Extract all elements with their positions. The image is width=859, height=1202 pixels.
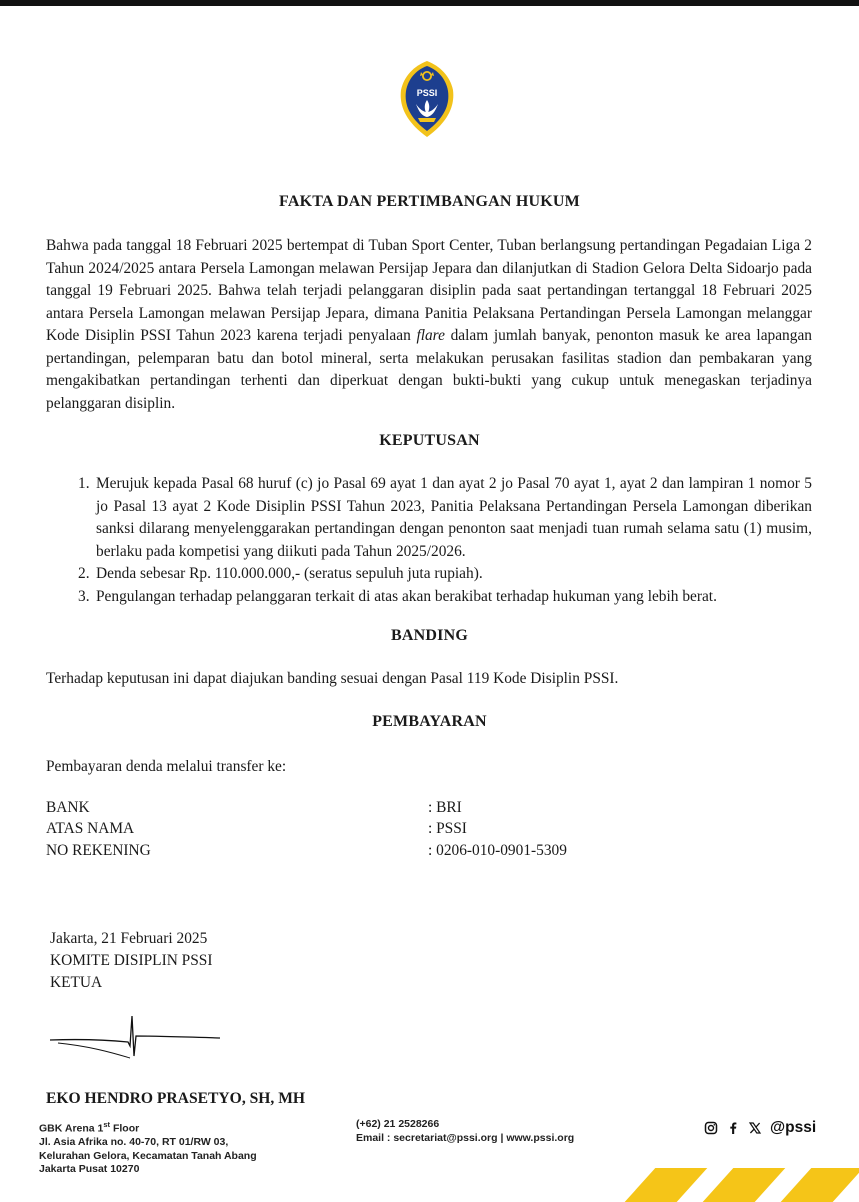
- pssi-logo: [396, 60, 458, 138]
- section-title-keputusan: KEPUTUSAN: [379, 432, 480, 449]
- committee-name: KOMITE DISIPLIN PSSI: [50, 952, 213, 969]
- facebook-icon[interactable]: [726, 1121, 740, 1135]
- address-line-4: Jakarta Pusat 10270: [39, 1163, 140, 1176]
- fakta-italic-word: flare: [416, 327, 445, 344]
- section-title-fakta: FAKTA DAN PERTIMBANGAN HUKUM: [279, 193, 580, 210]
- payment-intro: Pembayaran denda melalui transfer ke:: [46, 758, 287, 775]
- footer-stripe: [625, 1168, 708, 1202]
- fakta-text-after: dalam jumlah banyak, penonton masuk ke area lapangan pertandingan, pelemparan batu dan botol mineral, serta melakukan perusakan fasilitas stadion dan pembakaran yang mengakibatkan pertandingan terhenti dan diperkuat dengan bukti-bukti yang cukup untuk menegaskan terjadinya pelanggaran disiplin.: [46, 327, 812, 412]
- payment-row-bank: [46, 799, 806, 820]
- top-border: [0, 0, 859, 6]
- contact-phone: (+62) 21 2528266: [356, 1118, 440, 1130]
- address-line-1: GBK Arena 1st Floor: [39, 1120, 140, 1135]
- payment-row-account-name: [46, 820, 806, 841]
- footer-stripe: [703, 1168, 786, 1202]
- payment-label: NO REKENING: [46, 842, 151, 859]
- fakta-paragraph: [46, 235, 812, 415]
- decision-text: Denda sebesar Rp. 110.000.000,- (seratus sepuluh juta rupiah).: [96, 565, 483, 582]
- decision-item: [78, 563, 812, 586]
- payment-label: BANK: [46, 799, 90, 816]
- section-title-pembayaran: PEMBAYARAN: [372, 713, 487, 730]
- payment-value: : PSSI: [428, 820, 467, 837]
- section-title-banding: BANDING: [391, 627, 468, 644]
- banding-text: Terhadap keputusan ini dapat diajukan banding sesuai dengan Pasal 119 Kode Disiplin PSSI.: [46, 670, 619, 687]
- decision-item: [78, 586, 812, 609]
- decision-item: [78, 473, 812, 563]
- footer-contact: [356, 1118, 574, 1145]
- decision-number: 2.: [78, 565, 90, 582]
- signature-block: [50, 928, 212, 994]
- address-line-3: Kelurahan Gelora, Kecamatan Tanah Abang: [39, 1149, 257, 1162]
- payment-value: : BRI: [428, 799, 462, 816]
- decision-list: [78, 473, 812, 608]
- social-links: [704, 1116, 816, 1140]
- handwritten-signature: [48, 1012, 223, 1064]
- place-date: Jakarta, 21 Februari 2025: [50, 930, 208, 947]
- x-twitter-icon[interactable]: [748, 1121, 762, 1135]
- footer-address: [39, 1118, 257, 1177]
- signer-name: EKO HENDRO PRASETYO, SH, MH: [46, 1090, 306, 1107]
- social-handle[interactable]: @pssi: [770, 1119, 817, 1136]
- address-line-2: Jl. Asia Afrika no. 40-70, RT 01/RW 03,: [39, 1136, 229, 1149]
- svg-text:PSSI: PSSI: [416, 88, 438, 98]
- signer-role: KETUA: [50, 974, 103, 991]
- decision-text: Merujuk kepada Pasal 68 huruf (c) jo Pasal 69 ayat 1 dan ayat 2 jo Pasal 70 ayat 1, ayat 2 dan lampiran 1 nomor 5 jo Pasal 13 ayat 2 Kode Disiplin PSSI Tahun 2023, Panitia Pelaksana Pertandingan Persela Lamongan diberikan sanksi dilarang menyelenggarakan pertandingan dengan penonton saat menjadi tuan rumah selama satu (1) musim, berlaku pada kompetisi yang diikuti pada Tahun 2025/2026.: [96, 475, 812, 560]
- fakta-text-before: Bahwa pada tanggal 18 Februari 2025 bertempat di Tuban Sport Center, Tuban berlangsung pertandingan Pegadaian Liga 2 Tahun 2024/2025 antara Persela Lamongan melawan Persijap Jepara dan dilanjutkan di Stadion Gelora Delta Sidoarjo pada tanggal 19 Februari 2025. Bahwa telah terjadi pelanggaran disiplin pada saat pertandingan tertanggal 18 Februari 2025 antara Persela Lamongan melawan Persijap Jepara, dimana Panitia Pelaksana Pertandingan Persela Lamongan melanggar Kode Disiplin PSSI Tahun 2023 karena terjadi penyalaan: [46, 237, 812, 344]
- decision-text: Pengulangan terhadap pelanggaran terkait di atas akan berakibat terhadap hukuman yang lebih berat.: [96, 587, 717, 605]
- instagram-icon[interactable]: [704, 1121, 718, 1135]
- decision-number: 3.: [78, 587, 90, 605]
- contact-email-web: Email : secretariat@pssi.org | www.pssi.org: [356, 1131, 575, 1144]
- footer-stripe: [781, 1168, 859, 1202]
- payment-row-account-number: [46, 842, 806, 863]
- payment-value: : 0206-010-0901-5309: [428, 842, 567, 859]
- payment-label: ATAS NAMA: [46, 820, 135, 837]
- decision-number: 1.: [78, 475, 90, 492]
